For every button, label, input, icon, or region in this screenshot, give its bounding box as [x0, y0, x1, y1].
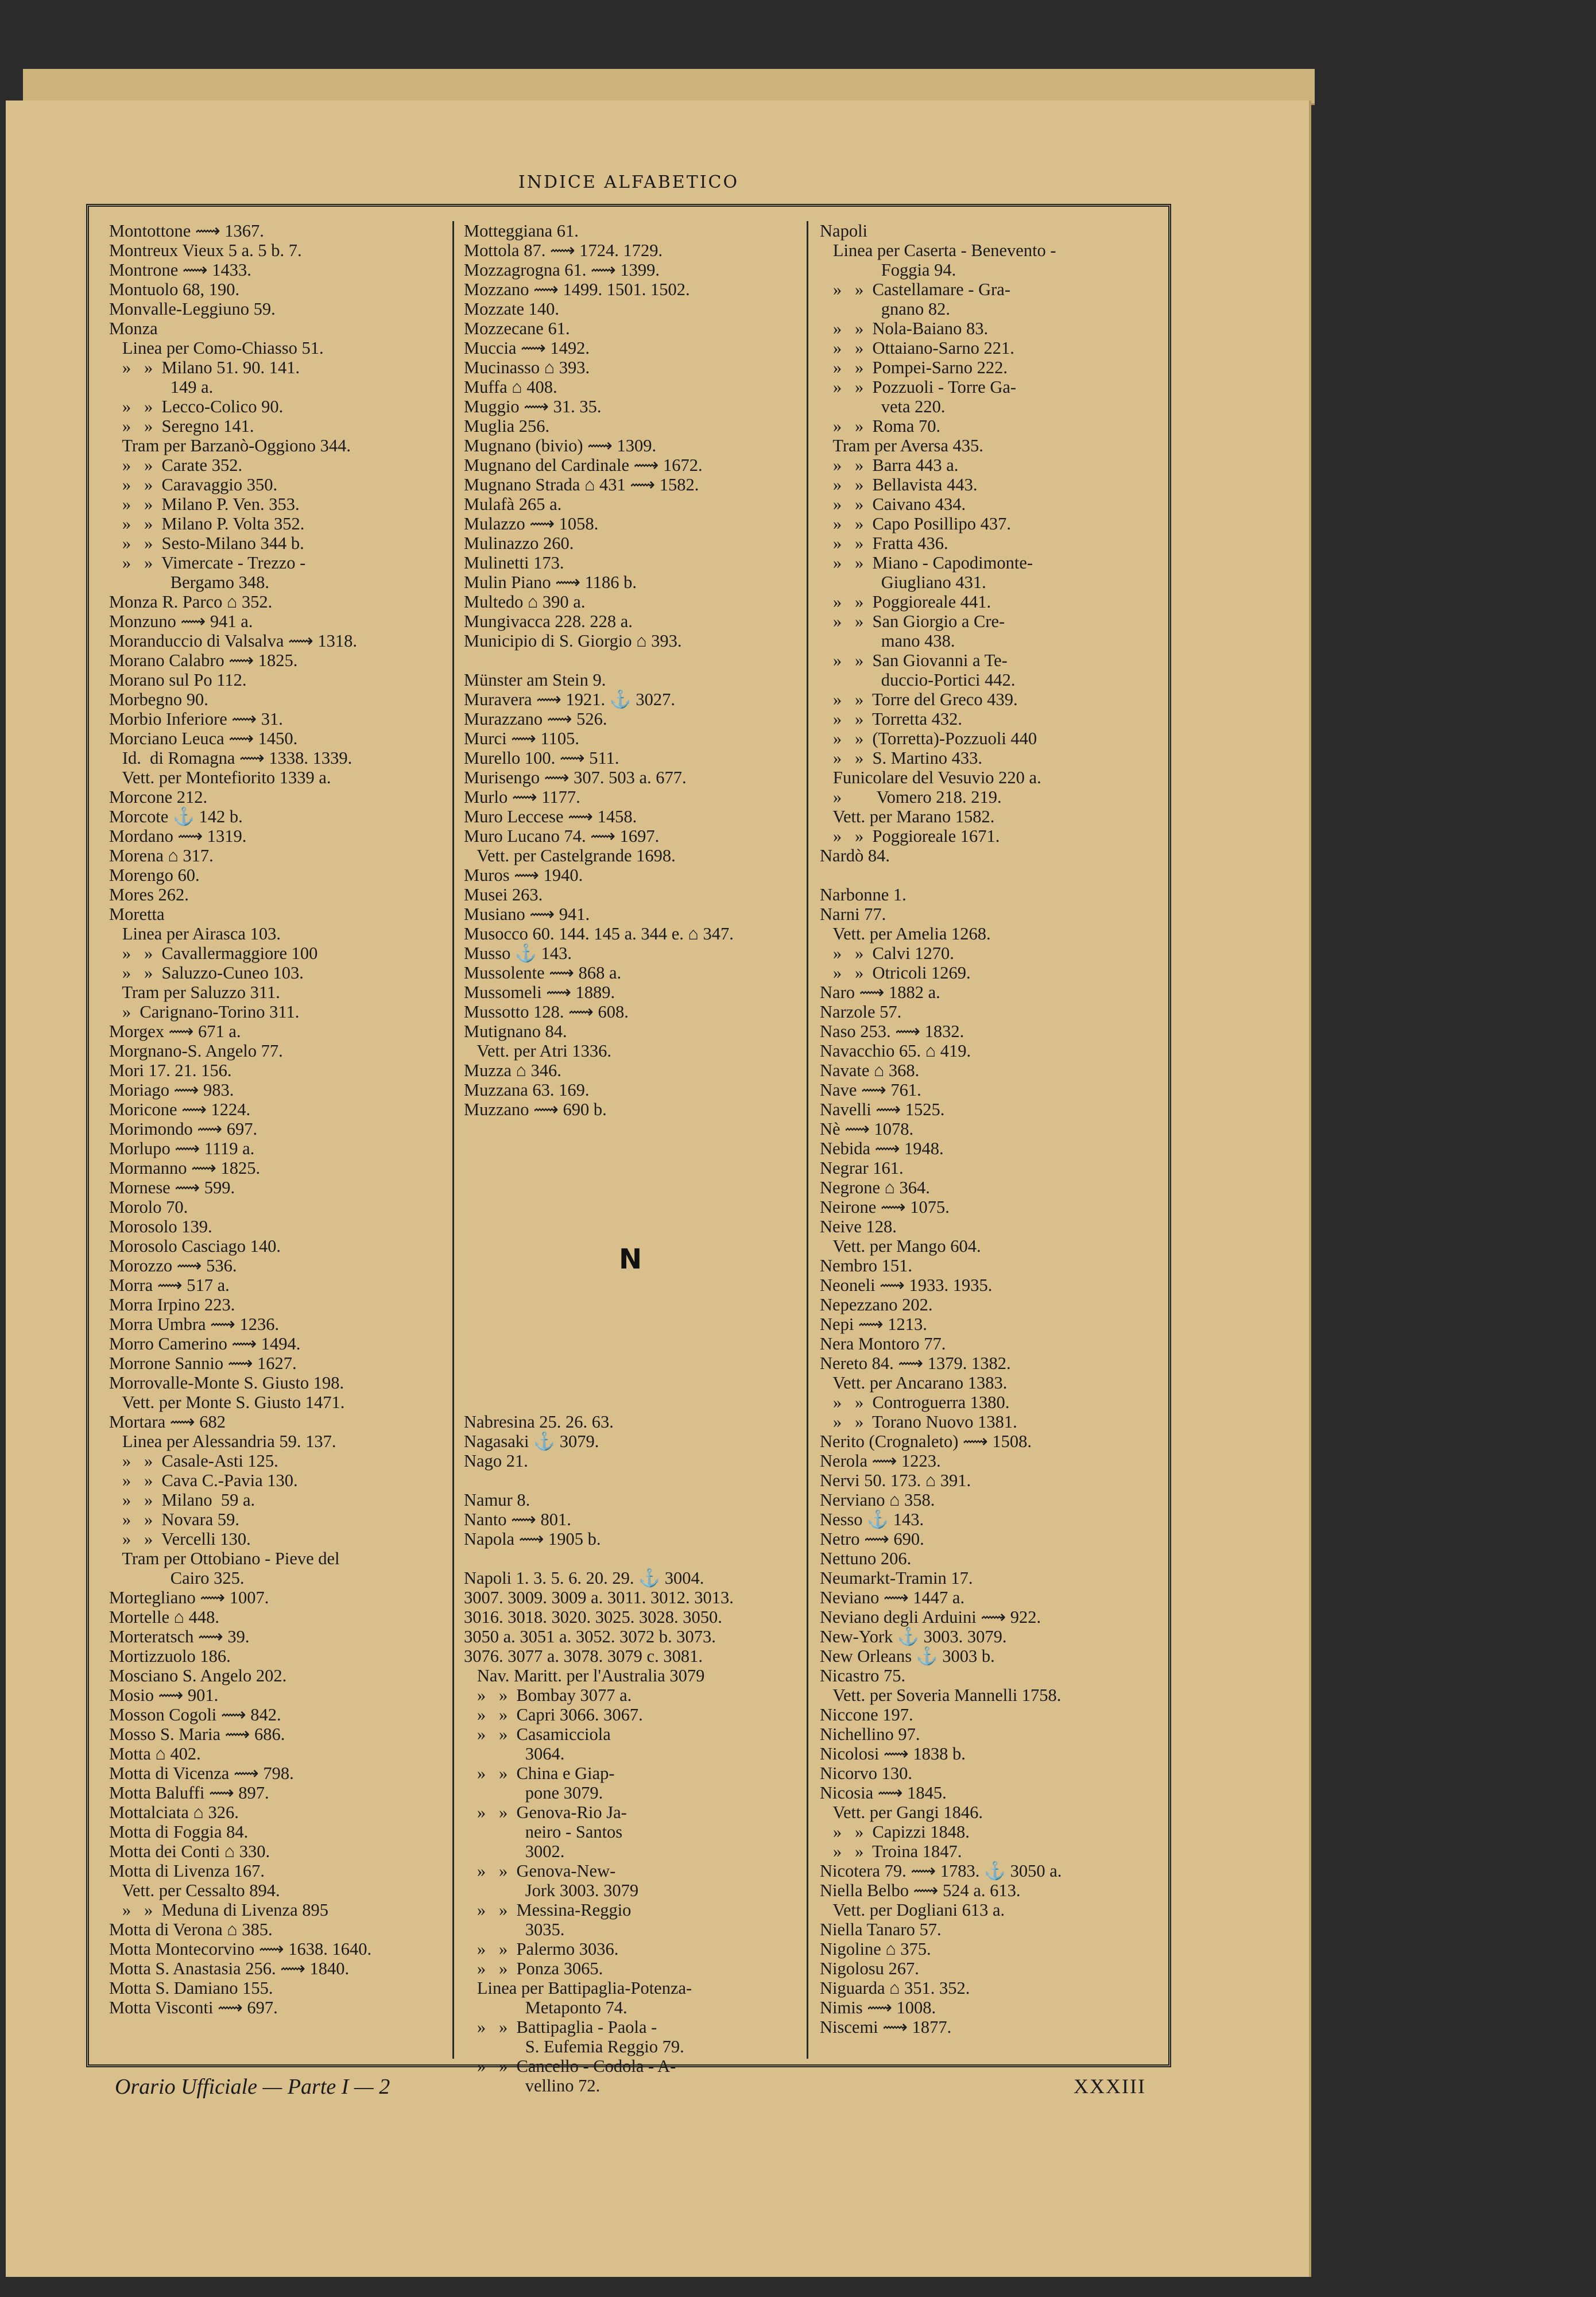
index-column-3: Napoli Linea per Caserta - Benevento - Foggia 94. » » Castellamare - Gra- gnano 82. » » Nola-Baiano 83. » » Ottaiano-Sarno 221. » » Pompei-Sarno 222. » » Pozzuoli - Torre Ga- veta 220. » » Roma 70. Tram per Aversa 435. » » Barra 443 a. » » Bellavista 443. » » Caivano 434. » » Capo Posillipo 437. » » Fratta 436. » » Miano - Capodimonte- Giugliano 431. » » Poggioreale 441. » » San Giorgio a Cre- mano 438. » » San Giovanni a Te- duccio-Portici 442. » » Torre del Greco 439. » » Torretta 432. » » (Torretta)-Pozzuoli 440 » » S. Martino 433. Funicolare del Vesuvio 220 a. » Vomero 218. 219. Vett. per Marano 1582. » » Poggioreale 1671. Nardò 84. Narbonne 1. Narni 77. Vett. per Amelia 1268. » » Calvi 1270. » » Otricoli 1269. Naro ⟿ 1882 a. Narzole 57. Naso 253. ⟿ 1832. Navacchio 65. ⌂ 419. Navate ⌂ 368. Nave ⟿ 761. Navelli ⟿ 1525. Nè ⟿ 1078. Nebida ⟿ 1948. Negrar 161. Negrone ⌂ 364. Neirone ⟿ 1075. Neive 128. Vett. per Mango 604. Nembro 151. Neoneli ⟿ 1933. 1935. Nepezzano 202. Nepi ⟿ 1213. Nera Montoro 77. Nereto 84. ⟿ 1379. 1382. Vett. per Ancarano 1383. » » Controguerra 1380. » » Torano Nuovo 1381. Nerito (Crognaleto) ⟿ 1508. Nerola ⟿ 1223. Nervi 50. 173. ⌂ 391. Nerviano ⌂ 358. Nesso ⚓ 143. Netro ⟿ 690. Nettuno 206. Neumarkt-Tramin 17. Neviano ⟿ 1447 a. Neviano degli Arduini ⟿ 922. New-York ⚓ 3003. 3079. New Orleans ⚓ 3003 b. Nicastro 75. Vett. per Soveria Mannelli 1758. Niccone 197. Nichellino 97. Nicolosi ⟿ 1838 b. Nicorvo 130. Nicosia ⟿ 1845. Vett. per Gangi 1846. » » Capizzi 1848. » » Troina 1847. Nicotera 79. ⟿ 1783. ⚓ 3050 a. Niella Belbo ⟿ 524 a. 613. Vett. per Dogliani 613 a. Niella Tanaro 57. Nigoline ⌂ 375. Nigolosu 267. Niguarda ⌂ 351. 352. Nimis ⟿ 1008. Niscemi ⟿ 1877. [820, 221, 1062, 2037]
index-column-1: Montottone ⟿ 1367. Montreux Vieux 5 a. 5 b. 7. Montrone ⟿ 1433. Montuolo 68, 190. Monvalle-Leggiuno 59. Monza Linea per Como-Chiasso 51. » » Milano 51. 90. 141. 149 a. » » Lecco-Colico 90. » » Seregno 141. Tram per Barzanò-Oggiono 344. » » Carate 352. » » Caravaggio 350. » » Milano P. Ven. 353. » » Milano P. Volta 352. » » Sesto-Milano 344 b. » » Vimercate - Trezzo - Bergamo 348. Monza R. Parco ⌂ 352. Monzuno ⟿ 941 a. Moranduccio di Valsalva ⟿ 1318. Morano Calabro ⟿ 1825. Morano sul Po 112. Morbegno 90. Morbio Inferiore ⟿ 31. Morciano Leuca ⟿ 1450. Id. di Romagna ⟿ 1338. 1339. Vett. per Montefiorito 1339 a. Morcone 212. Morcote ⚓ 142 b. Mordano ⟿ 1319. Morena ⌂ 317. Morengo 60. Mores 262. Moretta Linea per Airasca 103. » » Cavallermaggiore 100 » » Saluzzo-Cuneo 103. Tram per Saluzzo 311. » Carignano-Torino 311. Morgex ⟿ 671 a. Morgnano-S. Angelo 77. Mori 17. 21. 156. Moriago ⟿ 983. Moricone ⟿ 1224. Morimondo ⟿ 697. Morlupo ⟿ 1119 a. Mormanno ⟿ 1825. Mornese ⟿ 599. Morolo 70. Morosolo 139. Morosolo Casciago 140. Morozzo ⟿ 536. Morra ⟿ 517 a. Morra Irpino 223. Morra Umbra ⟿ 1236. Morro Camerino ⟿ 1494. Morrone Sannio ⟿ 1627. Morrovalle-Monte S. Giusto 198. Vett. per Monte S. Giusto 1471. Mortara ⟿ 682 Linea per Alessandria 59. 137. » » Casale-Asti 125. » » Cava C.-Pavia 130. » » Milano 59 a. » » Novara 59. » » Vercelli 130. Tram per Ottobiano - Pieve del Cairo 325. Mortegliano ⟿ 1007. Mortelle ⌂ 448. Morteratsch ⟿ 39. Mortizzuolo 186. Mosciano S. Angelo 202. Mosio ⟿ 901. Mosson Cogoli ⟿ 842. Mosso S. Maria ⟿ 686. Motta ⌂ 402. Motta di Vicenza ⟿ 798. Motta Baluffi ⟿ 897. Mottalciata ⌂ 326. Motta di Foggia 84. Motta dei Conti ⌂ 330. Motta di Livenza 167. Vett. per Cessalto 894. » » Meduna di Livenza 895 Motta di Verona ⌂ 385. Motta Montecorvino ⟿ 1638. 1640. Motta S. Anastasia 256. ⟿ 1840. Motta S. Damiano 155. Motta Visconti ⟿ 697. [109, 221, 372, 2017]
column-divider [452, 221, 454, 2059]
index-column-2: Motteggiana 61. Mottola 87. ⟿ 1724. 1729. Mozzagrogna 61. ⟿ 1399. Mozzano ⟿ 1499. 1501. 1502. Mozzate 140. Mozzecane 61. Muccia ⟿ 1492. Mucinasso ⌂ 393. Muffa ⌂ 408. Muggio ⟿ 31. 35. Muglia 256. Mugnano (bivio) ⟿ 1309. Mugnano del Cardinale ⟿ 1672. Mugnano Strada ⌂ 431 ⟿ 1582. Mulafà 265 a. Mulazzo ⟿ 1058. Mulinazzo 260. Mulinetti 173. Mulin Piano ⟿ 1186 b. Multedo ⌂ 390 a. Mungivacca 228. 228 a. Municipio di S. Giorgio ⌂ 393. Münster am Stein 9. Muravera ⟿ 1921. ⚓ 3027. Murazzano ⟿ 526. Murci ⟿ 1105. Murello 100. ⟿ 511. Murisengo ⟿ 307. 503 a. 677. Murlo ⟿ 1177. Muro Leccese ⟿ 1458. Muro Lucano 74. ⟿ 1697. Vett. per Castelgrande 1698. Muros ⟿ 1940. Musei 263. Musiano ⟿ 941. Musocco 60. 144. 145 a. 344 e. ⌂ 347. Musso ⚓ 143. Mussolente ⟿ 868 a. Mussomeli ⟿ 1889. Mussotto 128. ⟿ 608. Mutignano 84. Vett. per Atri 1336. Muzza ⌂ 346. Muzzana 63. 169. Muzzano ⟿ 690 b. Nabresina 25. 26. 63. Nagasaki ⚓ 3079. Nago 21. Namur 8. Nanto ⟿ 801. Napola ⟿ 1905 b. Napoli 1. 3. 5. 6. 20. 29. ⚓ 3004. 3007. 3009. 3009 a. 3011. 3012. 3013. 3016. 3018. 3020. 3025. 3028. 3050. 3050 a. 3051 a. 3052. 3072 b. 3073. 3076. 3077 a. 3078. 3079 c. 3081. Nav. Maritt. per l'Australia 3079 » » Bombay 3077 a. » » Capri 3066. 3067. » » Casamicciola 3064. » » China e Giap- pone 3079. » » Genova-Rio Ja- neiro - Santos 3002. » » Genova-New- Jork 3003. 3079 » » Messina-Reggio 3035. » » Palermo 3036. » » Ponza 3065. Linea per Battipaglia-Potenza- Metaponto 74. » » Battipaglia - Paola - S. Eufemia Reggio 79. » » Cancello - Codola - A- vellino 72. [464, 221, 734, 2095]
footer-title: Orario Ufficiale — Parte I — 2 [115, 2075, 390, 2099]
page-number: XXXIII [1074, 2075, 1146, 2098]
page-header: INDICE ALFABETICO [518, 172, 739, 192]
page-stack-edge [23, 69, 1315, 105]
section-letter: N [619, 1243, 642, 1275]
column-divider [807, 221, 808, 2059]
